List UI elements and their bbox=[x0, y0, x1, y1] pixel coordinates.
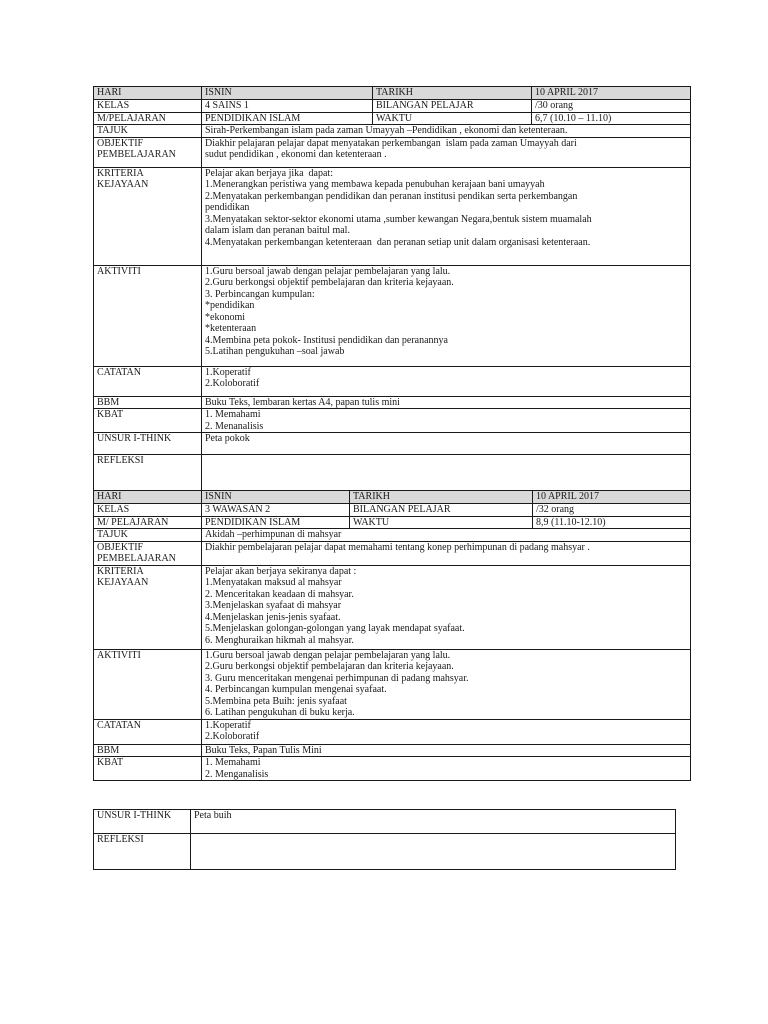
objektif-line: Diakhir pelajaran pelajar dapat menyatakan perkembangan islam pada zaman Umayyah dari bbox=[205, 137, 577, 149]
catatan-row bbox=[94, 719, 691, 744]
objektif-line: Diakhir pembelajaran pelajar dapat memahami tentang konep perhimpunan di padang mahsyar . bbox=[205, 541, 590, 553]
refleksi-label: REFLEKSI bbox=[94, 834, 191, 870]
aktiviti-line: 1.Guru bersoal jawab dengan pelajar pembelajaran yang lalu. bbox=[205, 649, 451, 661]
catatan-value bbox=[202, 719, 691, 744]
objektif-label bbox=[94, 541, 202, 565]
tajuk-value: Akidah –perhimpunan di mahsyar bbox=[202, 529, 691, 542]
bbm-row bbox=[94, 744, 691, 757]
header-row bbox=[94, 87, 691, 100]
bilangan-label: BILANGAN PELAJAR bbox=[350, 504, 533, 517]
refleksi-label: REFLEKSI bbox=[94, 455, 202, 491]
kriteria-line: 4.Menyatakan perkembangan ketenteraan dan peranan setiap unit dalam organisasi ketenteraan. bbox=[205, 236, 591, 248]
kriteria-line: 2. Menceritakan keadaan di mahsyar. bbox=[205, 588, 354, 600]
kbat-row bbox=[94, 757, 691, 781]
kelas-row bbox=[94, 100, 691, 113]
kbat-line: 2. Menanalisis bbox=[205, 420, 264, 432]
catatan-line: 1.Koperatif bbox=[205, 719, 251, 731]
objektif-label-line: OBJEKTIF bbox=[97, 137, 144, 149]
kbat-line: 1. Memahami bbox=[205, 757, 261, 768]
bbm-row bbox=[94, 396, 691, 409]
aktiviti-value bbox=[202, 265, 691, 366]
lesson-plan-table-3 bbox=[93, 809, 676, 870]
bilangan-value: /32 orang bbox=[533, 504, 691, 517]
kriteria-line: 1.Menyatakan maksud al mahsyar bbox=[205, 577, 342, 588]
kriteria-line: 1.Menerangkan peristiwa yang membawa kepada penubuhan kerajaan bani umayyah bbox=[205, 179, 545, 190]
aktiviti-line: 4.Membina peta pokok- Institusi pendidikan dan peranannya bbox=[205, 334, 448, 346]
lesson-plan-table-2 bbox=[93, 490, 691, 781]
aktiviti-label: AKTIVITI bbox=[94, 649, 202, 719]
header-row bbox=[94, 491, 691, 504]
kbat-row bbox=[94, 409, 691, 433]
kbat-label: KBAT bbox=[94, 409, 202, 433]
tarikh-value: 10 APRIL 2017 bbox=[533, 491, 691, 504]
refleksi-row bbox=[94, 455, 691, 491]
aktiviti-line: *pendidikan bbox=[205, 300, 255, 311]
kbat-label: KBAT bbox=[94, 757, 202, 781]
objektif-row bbox=[94, 137, 691, 167]
refleksi-value bbox=[191, 834, 676, 870]
kelas-label: KELAS bbox=[94, 504, 202, 517]
hari-value: ISNIN bbox=[202, 491, 350, 504]
tajuk-label: TAJUK bbox=[94, 125, 202, 138]
hari-label: HARI bbox=[94, 87, 202, 100]
kbat-value bbox=[202, 409, 691, 433]
catatan-label: CATATAN bbox=[94, 366, 202, 396]
aktiviti-line: 2.Guru berkongsi objektif pembelajaran dan kriteria kejayaan. bbox=[205, 277, 454, 288]
kriteria-value bbox=[202, 167, 691, 265]
objektif-label-line: OBJEKTIF bbox=[97, 541, 144, 553]
objektif-value bbox=[202, 137, 691, 167]
aktiviti-line: 2.Guru berkongsi objektif pembelajaran dan kriteria kejayaan. bbox=[205, 661, 454, 672]
bilangan-label: BILANGAN PELAJAR bbox=[373, 100, 532, 113]
tajuk-row bbox=[94, 125, 691, 138]
objektif-label-line: PEMBELAJARAN bbox=[97, 149, 176, 160]
kriteria-label bbox=[94, 565, 202, 649]
waktu-value: 8,9 (11.10-12.10) bbox=[533, 516, 691, 529]
tajuk-row bbox=[94, 529, 691, 542]
aktiviti-row bbox=[94, 649, 691, 719]
kriteria-value bbox=[202, 565, 691, 649]
objektif-line: sudut pendidikan , ekonomi dan ketenteraan . bbox=[205, 149, 387, 160]
aktiviti-line: 3. Perbincangan kumpulan: bbox=[205, 288, 315, 300]
aktiviti-line: 4. Perbincangan kumpulan mengenai syafaat. bbox=[205, 684, 387, 695]
objektif-label-line: PEMBELAJARAN bbox=[97, 553, 176, 564]
mp-label: M/ PELAJARAN bbox=[94, 516, 202, 529]
tajuk-value: Sirah-Perkembangan islam pada zaman Umayyah –Pendidikan , ekonomi dan ketenteraan. bbox=[202, 125, 691, 138]
kelas-value: 4 SAINS 1 bbox=[202, 100, 373, 113]
kriteria-line: 3.Menyatakan sektor-sektor ekonomi utama ,sumber kewangan Negara,bentuk sistem muamalah bbox=[205, 213, 592, 225]
mp-row bbox=[94, 112, 691, 125]
mp-row bbox=[94, 516, 691, 529]
waktu-value: 6,7 (10.10 – 11.10) bbox=[532, 112, 691, 125]
lesson-plan-table-1 bbox=[93, 86, 691, 491]
kriteria-line: Pelajar akan berjaya sekiranya dapat : bbox=[205, 565, 357, 577]
aktiviti-row bbox=[94, 265, 691, 366]
kbat-value bbox=[202, 757, 691, 781]
aktiviti-line: 6. Latihan pengukuhan di buku kerja. bbox=[205, 707, 355, 718]
tarikh-label: TARIKH bbox=[373, 87, 532, 100]
unsur-value: Peta pokok bbox=[202, 433, 691, 455]
kriteria-line: Pelajar akan berjaya jika dapat: bbox=[205, 167, 333, 179]
mp-value: PENDIDIKAN ISLAM bbox=[202, 112, 373, 125]
unsur-row bbox=[94, 810, 676, 834]
bbm-value: Buku Teks, lembaran kertas A4, papan tulis mini bbox=[202, 396, 691, 409]
hari-value: ISNIN bbox=[202, 87, 373, 100]
kriteria-line: 2.Menyatakan perkembangan pendidikan dan peranan institusi pendikan serta perkembangan bbox=[205, 190, 578, 202]
catatan-line: 1.Koperatif bbox=[205, 366, 251, 378]
tarikh-value: 10 APRIL 2017 bbox=[532, 87, 691, 100]
unsur-row bbox=[94, 433, 691, 455]
objektif-value bbox=[202, 541, 691, 565]
kriteria-line: 3.Menjelaskan syafaat di mahsyar bbox=[205, 600, 342, 611]
aktiviti-value bbox=[202, 649, 691, 719]
kriteria-label bbox=[94, 167, 202, 265]
catatan-line: 2.Koloboratif bbox=[205, 731, 260, 742]
mp-label: M/PELAJARAN bbox=[94, 112, 202, 125]
kbat-line: 1. Memahami bbox=[205, 409, 261, 420]
kriteria-line: 4.Menjelaskan jenis-jenis syafaat. bbox=[205, 611, 341, 623]
waktu-label: WAKTU bbox=[373, 112, 532, 125]
catatan-value bbox=[202, 366, 691, 396]
kriteria-label-line: KEJAYAAN bbox=[97, 577, 149, 588]
kriteria-line: dalam islam dan peranan baitul mal. bbox=[205, 225, 350, 236]
kbat-line: 2. Menganalisis bbox=[205, 768, 269, 780]
aktiviti-line: 3. Guru menceritakan mengenai perhimpunan di padang mahsyar. bbox=[205, 672, 469, 684]
tajuk-label: TAJUK bbox=[94, 529, 202, 542]
unsur-label: UNSUR I-THINK bbox=[94, 433, 202, 455]
kriteria-line: 5.Menjelaskan golongan-golongan yang layak mendapat syafaat. bbox=[205, 623, 465, 634]
tarikh-label: TARIKH bbox=[350, 491, 533, 504]
waktu-label: WAKTU bbox=[350, 516, 533, 529]
hari-label: HARI bbox=[94, 491, 202, 504]
catatan-row bbox=[94, 366, 691, 396]
catatan-label: CATATAN bbox=[94, 719, 202, 744]
kelas-row bbox=[94, 504, 691, 517]
bbm-label: BBM bbox=[94, 744, 202, 757]
kriteria-row bbox=[94, 565, 691, 649]
kriteria-label-line: KRITERIA bbox=[97, 565, 144, 577]
unsur-value: Peta buih bbox=[191, 810, 676, 834]
kriteria-label-line: KRITERIA bbox=[97, 167, 144, 179]
objektif-row bbox=[94, 541, 691, 565]
refleksi-value bbox=[202, 455, 691, 491]
aktiviti-line: 1.Guru bersoal jawab dengan pelajar pembelajaran yang lalu. bbox=[205, 265, 451, 277]
aktiviti-line: 5.Membina peta Buih: jenis syafaat bbox=[205, 695, 347, 707]
kriteria-line: pendidikan bbox=[205, 202, 250, 213]
bilangan-value: /30 orang bbox=[532, 100, 691, 113]
aktiviti-line: 5.Latihan pengukuhan –soal jawab bbox=[205, 346, 345, 357]
kelas-value: 3 WAWASAN 2 bbox=[202, 504, 350, 517]
objektif-label bbox=[94, 137, 202, 167]
mp-value: PENDIDIKAN ISLAM bbox=[202, 516, 350, 529]
bbm-value: Buku Teks, Papan Tulis Mini bbox=[202, 744, 691, 757]
catatan-line: 2.Koloboratif bbox=[205, 378, 260, 389]
kriteria-label-line: KEJAYAAN bbox=[97, 179, 149, 190]
aktiviti-line: *ekonomi bbox=[205, 311, 245, 323]
kriteria-row bbox=[94, 167, 691, 265]
aktiviti-label: AKTIVITI bbox=[94, 265, 202, 366]
bbm-label: BBM bbox=[94, 396, 202, 409]
aktiviti-line: *ketenteraan bbox=[205, 323, 257, 334]
unsur-label: UNSUR I-THINK bbox=[94, 810, 191, 834]
kelas-label: KELAS bbox=[94, 100, 202, 113]
refleksi-row bbox=[94, 834, 676, 870]
kriteria-line: 6. Menghuraikan hikmah al mahsyar. bbox=[205, 634, 354, 646]
